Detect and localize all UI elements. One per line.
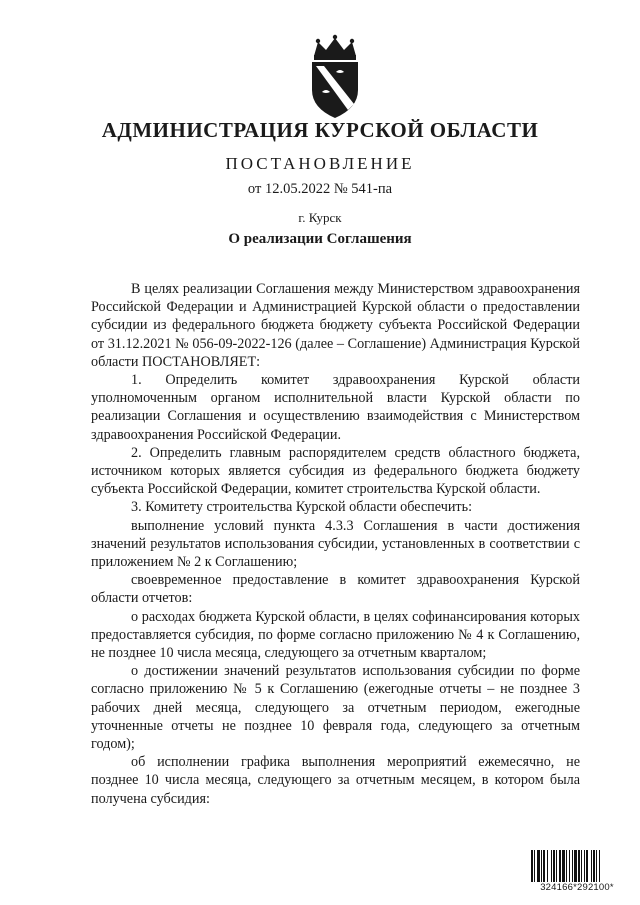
document-subject: О реализации Соглашения [228,231,412,247]
paragraph-item-1: 1. Определить комитет здравоохранения Курской области уполномоченным органом исполнительной власти Курской области по реализации Соглашения и осуществлению взаимодействия с Министерством здравоохранения Российской Федерации. [91,372,580,443]
document-body [91,280,580,808]
document-type: ПОСТАНОВЛЕНИЕ [225,154,415,173]
barcode-bars-icon [531,850,623,882]
organization-title: АДМИНИСТРАЦИЯ КУРСКОЙ ОБЛАСТИ [101,118,539,142]
paragraph-report-expenses: о расходах бюджета Курской области, в целях софинансирования которых предоставляется субсидия, по форме согласно приложению № 4 к Соглашению, не позднее 10 числа месяца, следующего за отчетным кварталом; [91,608,580,662]
document-city: г. Курск [298,210,342,225]
coat-of-arms-icon [300,34,370,120]
paragraph-item-3: 3. Комитету строительства Курской области обеспечить: [131,499,473,516]
paragraph-item-3-reports: своевременное предоставление в комитет здравоохранения Курской области отчетов: [91,572,580,607]
paragraph-preamble: В целях реализации Соглашения между Министерством здравоохранения Российской Федерации и Администрацией Курской области о предоставлении субсидии из федерального бюджета бюджету субъекта Российской Федерации от 31.12.2021 № 056-09-2022-126 (далее – Соглашение) Администрация Курской области ПОСТАНОВЛЯЕТ: [91,281,580,370]
barcode [531,850,623,894]
paragraph-item-3-condition: выполнение условий пункта 4.3.3 Соглашения в части достижения значений результатов использования субсидии, установленных в соответствии с приложением № 2 к Соглашению; [91,517,580,571]
paragraph-report-schedule: об исполнении графика выполнения мероприятий ежемесячно, не позднее 10 числа месяца, следующего за отчетным месяцем, в котором была получена субсидия: [91,754,580,807]
paragraph-item-2: 2. Определить главным распорядителем средств областного бюджета, источником которых является субсидия из федерального бюджета бюджету субъекта Российской Федерации, комитет строительства Курской области. [91,444,580,498]
barcode-number: 324166*292100* [540,882,614,893]
document-date-number: от 12.05.2022 № 541-па [247,181,393,197]
paragraph-report-results: о достижении значений результатов использования субсидии по форме согласно приложению № 5 к Соглашению (ежегодные отчеты – не позднее 3 рабочих дней месяца, следующего за отчетным периодом, ежегодные уточненные отчеты не позднее 10 февраля года, следующего за отчетным годом); [91,663,580,753]
